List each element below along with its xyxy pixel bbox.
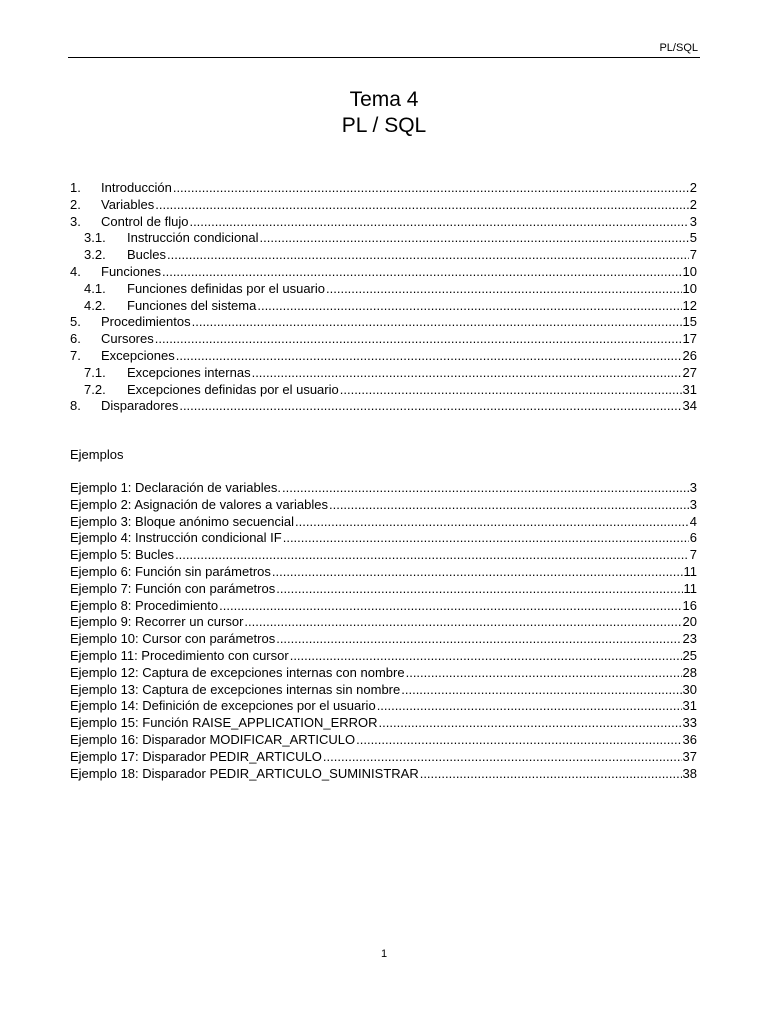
dot-leader <box>356 732 681 749</box>
toc-entry-label: Instrucción condicional <box>127 230 259 246</box>
dot-leader <box>252 365 682 382</box>
toc-entry-page: 10 <box>682 280 697 296</box>
toc-entry[interactable] <box>70 281 697 298</box>
dot-leader <box>257 298 681 315</box>
toc-entry[interactable] <box>70 214 697 231</box>
example-entry[interactable] <box>70 749 697 766</box>
toc-entry-page: 10 <box>682 263 697 279</box>
toc-entry-page: 17 <box>682 331 697 347</box>
toc-entry-label: Introducción <box>101 180 172 195</box>
example-entry[interactable] <box>70 682 697 699</box>
toc-entry[interactable] <box>70 365 697 382</box>
toc-entry[interactable] <box>70 247 697 264</box>
dot-leader <box>295 514 689 531</box>
example-entry-page: 16 <box>682 597 697 613</box>
toc-entry[interactable] <box>70 264 697 281</box>
dot-leader <box>379 715 682 732</box>
toc-entry-label: Excepciones internas <box>127 364 251 380</box>
toc-entry-page: 5 <box>689 230 697 246</box>
dot-leader <box>167 247 689 264</box>
example-entry-page: 36 <box>682 731 697 747</box>
toc-entry-page: 2 <box>689 180 697 195</box>
header-rule <box>68 57 700 58</box>
dot-leader <box>340 382 682 399</box>
toc-entry-page: 3 <box>689 213 697 229</box>
example-entry-label: Ejemplo 14: Definición de excepciones por el usuario <box>70 698 376 714</box>
toc-entry-number: 1. <box>70 180 81 195</box>
example-entry-label: Ejemplo 8: Procedimiento <box>70 597 219 613</box>
example-entry-page: 33 <box>682 715 697 731</box>
example-entry-page: 11 <box>683 563 697 579</box>
example-entry-label: Ejemplo 18: Disparador PEDIR_ARTICULO_SUMINISTRAR <box>70 765 419 781</box>
toc-entry-label: Variables <box>101 196 155 212</box>
toc-entry-number: 3.1. <box>84 230 106 246</box>
example-entry[interactable] <box>70 715 697 732</box>
example-entry-label: Ejemplo 6: Función sin parámetros <box>70 563 271 579</box>
example-entry-label: Ejemplo 5: Bucles <box>70 547 175 563</box>
dot-leader <box>189 214 688 231</box>
toc-entry-label: Funciones <box>101 263 161 279</box>
toc-entry-page: 2 <box>689 196 697 212</box>
example-entry[interactable] <box>70 581 697 598</box>
example-entry-page: 6 <box>689 530 697 546</box>
toc-entry-number: 2. <box>70 196 81 212</box>
toc-entry-number: 4. <box>70 263 81 279</box>
example-entry[interactable] <box>70 732 697 749</box>
dot-leader <box>244 614 681 631</box>
toc-entry-number: 7.1. <box>84 364 106 380</box>
toc-entry[interactable] <box>70 398 697 415</box>
example-entry-page: 3 <box>689 496 697 512</box>
toc-entry-number: 4.2. <box>84 297 106 313</box>
example-entry[interactable] <box>70 698 697 715</box>
dot-leader <box>283 530 689 547</box>
toc-entry-label: Funciones del sistema <box>127 297 257 313</box>
example-entry-page: 4 <box>689 513 697 529</box>
example-entry-label: Ejemplo 9: Recorrer un cursor <box>70 614 244 630</box>
toc-entry-label: Funciones definidas por el usuario <box>127 280 326 296</box>
example-entry-label: Ejemplo 12: Captura de excepciones internas con nombre <box>70 664 405 680</box>
toc-entry[interactable] <box>70 331 697 348</box>
document-title <box>0 87 768 139</box>
toc-entry-number: 4.1. <box>84 280 106 296</box>
toc-entry-page: 26 <box>682 347 697 363</box>
toc-entry-number: 6. <box>70 331 81 347</box>
toc-entry-page: 31 <box>682 381 697 397</box>
example-entry[interactable] <box>70 631 697 648</box>
toc-entry-label: Control de flujo <box>101 213 189 229</box>
toc-entry-number: 8. <box>70 398 81 414</box>
dot-leader <box>290 648 682 665</box>
dot-leader <box>377 698 682 715</box>
toc-entry-page: 15 <box>682 314 697 330</box>
toc-entry[interactable] <box>70 382 697 399</box>
title-line-1: Tema 4 <box>349 88 419 111</box>
toc-entry-label: Cursores <box>101 331 154 347</box>
dot-leader <box>323 749 682 766</box>
dot-leader <box>276 631 681 648</box>
toc-entry-number: 3. <box>70 213 81 229</box>
example-entry-page: 38 <box>682 765 697 781</box>
example-entry-page: 7 <box>689 547 697 563</box>
example-entry[interactable] <box>70 766 697 783</box>
toc-entry-label: Excepciones <box>101 347 175 363</box>
example-entry[interactable] <box>70 614 697 631</box>
example-entry-label: Ejemplo 17: Disparador PEDIR_ARTICULO <box>70 748 322 764</box>
example-entry-label: Ejemplo 1: Declaración de variables. <box>70 480 281 495</box>
example-entry[interactable] <box>70 514 697 531</box>
example-entry[interactable] <box>70 648 697 665</box>
toc-entry-number: 5. <box>70 314 81 330</box>
toc-entry[interactable] <box>70 230 697 247</box>
example-entry-label: Ejemplo 7: Función con parámetros <box>70 580 276 596</box>
toc-entry-page: 7 <box>689 247 697 263</box>
example-entry-page: 20 <box>682 614 697 630</box>
example-entry-label: Ejemplo 3: Bloque anónimo secuencial <box>70 513 295 529</box>
example-entry-label: Ejemplo 2: Asignación de valores a variables <box>70 496 328 512</box>
dot-leader <box>406 665 682 682</box>
example-entry-page: 30 <box>682 681 697 697</box>
example-entry-label: Ejemplo 16: Disparador MODIFICAR_ARTICULO <box>70 731 356 747</box>
dot-leader <box>175 547 689 564</box>
toc-entry-page: 12 <box>682 297 697 313</box>
toc-entry[interactable] <box>70 180 697 197</box>
example-entry[interactable] <box>70 497 697 514</box>
running-header: PL/SQL <box>659 42 698 54</box>
toc-entry-page: 27 <box>682 364 697 380</box>
dot-leader <box>155 331 682 348</box>
toc-entry-page: 34 <box>682 398 697 414</box>
page-number: 1 <box>380 948 388 960</box>
example-entry-page: 11 <box>683 580 697 596</box>
dot-leader <box>276 581 682 598</box>
examples-heading: Ejemplos <box>70 447 124 462</box>
example-entry[interactable] <box>70 665 697 682</box>
example-entry-page: 37 <box>682 748 697 764</box>
dot-leader <box>173 180 689 197</box>
dot-leader <box>176 348 682 365</box>
example-entry-page: 28 <box>682 664 697 680</box>
toc-entry-label: Excepciones definidas por el usuario <box>127 381 339 397</box>
toc-entry-number: 7. <box>70 347 81 363</box>
title-line-2: PL / SQL <box>341 114 427 137</box>
example-entry-page: 31 <box>682 698 697 714</box>
dot-leader <box>401 682 681 699</box>
example-entry-label: Ejemplo 15: Función RAISE_APPLICATION_ERROR <box>70 715 378 731</box>
toc-entry[interactable] <box>70 348 697 365</box>
example-entry[interactable] <box>70 598 697 615</box>
example-entry-page: 25 <box>682 647 697 663</box>
dot-leader <box>272 564 683 581</box>
example-entry-page: 23 <box>682 631 697 647</box>
example-entry-label: Ejemplo 13: Captura de excepciones internas sin nombre <box>70 681 401 697</box>
toc-entry-number: 3.2. <box>84 247 106 263</box>
toc-entry-label: Bucles <box>127 247 167 263</box>
dot-leader <box>326 281 682 298</box>
toc-entry-label: Disparadores <box>101 398 179 414</box>
example-entry-page: 3 <box>689 480 697 495</box>
example-entry-label: Ejemplo 11: Procedimiento con cursor <box>70 647 289 663</box>
example-entry[interactable] <box>70 530 697 547</box>
dot-leader <box>155 197 689 214</box>
dot-leader <box>282 480 689 497</box>
dot-leader <box>162 264 682 281</box>
example-entry[interactable] <box>70 480 697 497</box>
examples-list <box>70 480 697 782</box>
dot-leader <box>219 598 681 615</box>
dot-leader <box>179 398 681 415</box>
toc-entry[interactable] <box>70 298 697 315</box>
toc-entry-label: Procedimientos <box>101 314 191 330</box>
example-entry-label: Ejemplo 10: Cursor con parámetros <box>70 631 276 647</box>
toc-entry[interactable] <box>70 197 697 214</box>
table-of-contents <box>70 180 697 415</box>
dot-leader <box>260 230 689 247</box>
example-entry-label: Ejemplo 4: Instrucción condicional IF <box>70 530 282 546</box>
toc-entry-number: 7.2. <box>84 381 106 397</box>
dot-leader <box>420 766 682 783</box>
toc-entry[interactable] <box>70 314 697 331</box>
example-entry[interactable] <box>70 547 697 564</box>
dot-leader <box>192 314 682 331</box>
dot-leader <box>329 497 689 514</box>
example-entry[interactable] <box>70 564 697 581</box>
